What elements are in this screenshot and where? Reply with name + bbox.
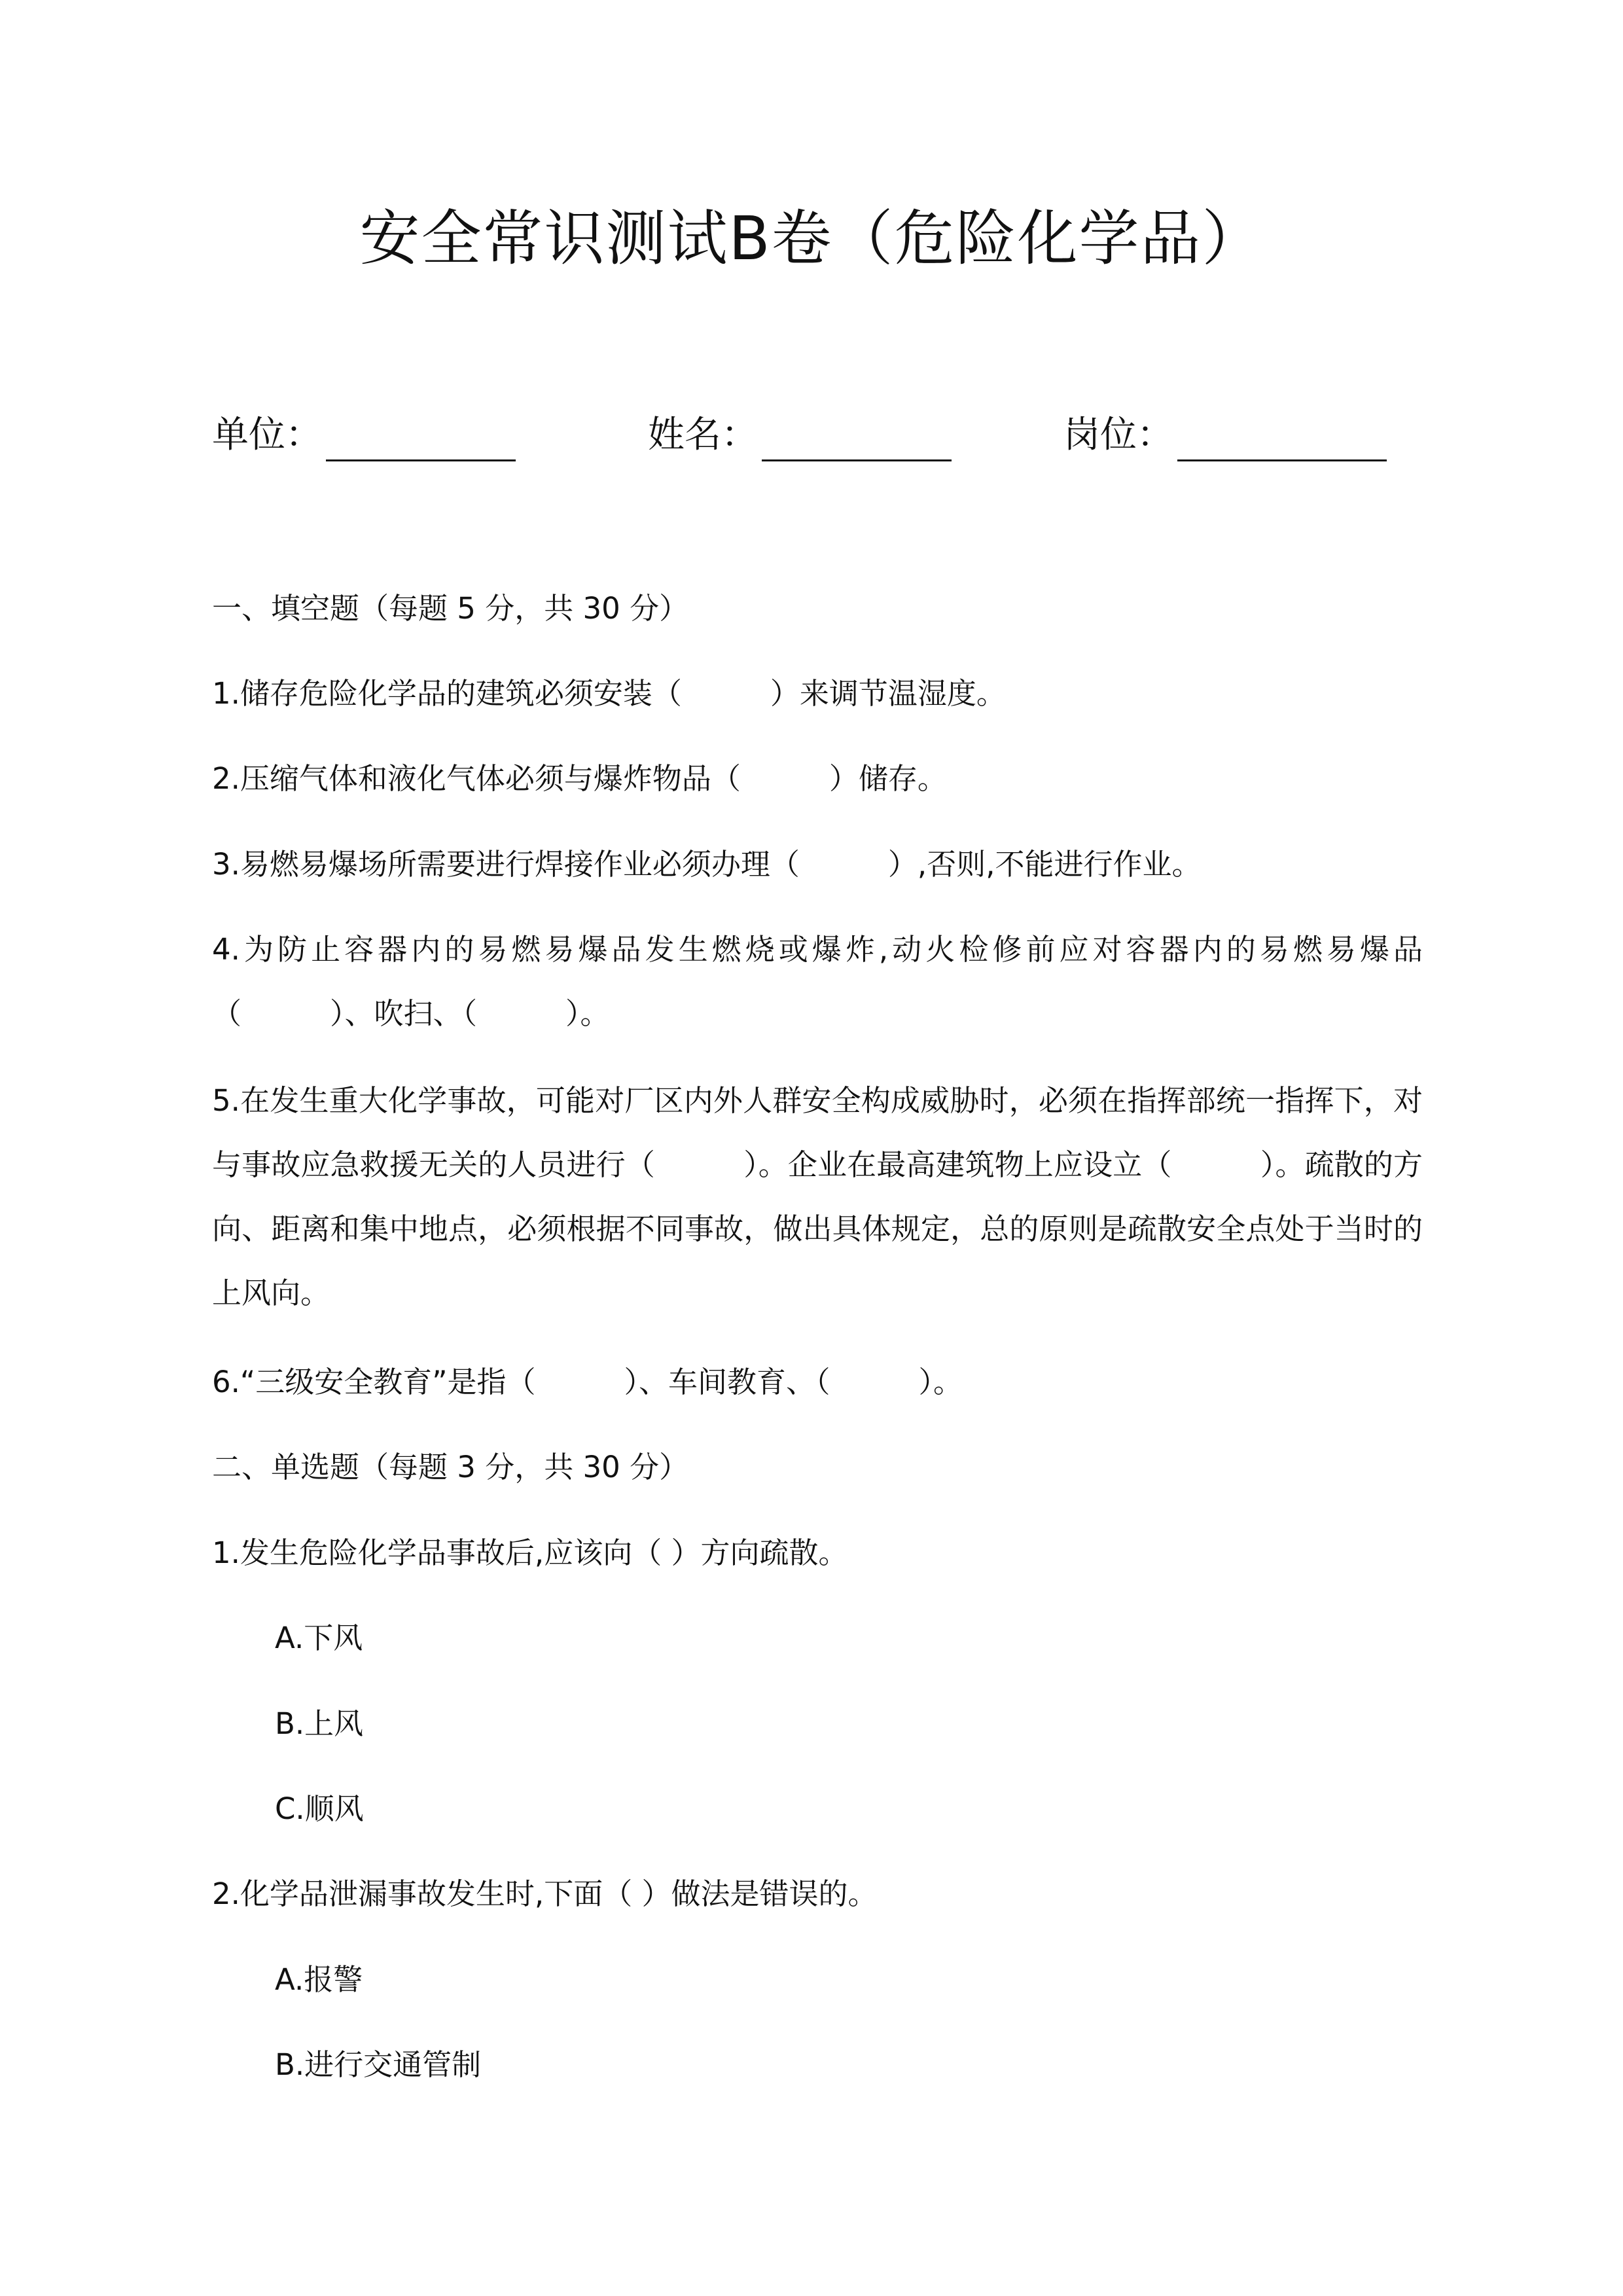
unit-label: 单位：	[212, 414, 322, 456]
choice-question-1: 1.发生危险化学品事故后,应该向（ ）方向疏散。	[212, 1535, 848, 1570]
position-field	[1063, 409, 1387, 461]
choice-2-option-a: A.报警	[275, 1962, 363, 1997]
choice-1-option-a: A.下风	[275, 1621, 363, 1655]
fill-question-6: 6.“三级安全教育”是指（ ）、车间教育、（ ）。	[212, 1365, 963, 1399]
unit-field	[212, 409, 516, 461]
fill-question-2: 2.压缩气体和液化气体必须与爆炸物品（ ）储存。	[212, 761, 947, 796]
name-field	[648, 409, 952, 461]
fill-question-4: 4.为防止容器内的易燃易爆品发生燃烧或爆炸,动火检修前应对容器内的易燃易爆品（ ）、吹扫、（ ）。	[212, 932, 1423, 1031]
choice-1-option-c: C.顺风	[275, 1791, 364, 1826]
name-label: 姓名：	[648, 414, 758, 456]
choice-2-option-b: B.进行交通管制	[275, 2047, 482, 2082]
name-blank[interactable]	[762, 419, 952, 461]
fill-question-3: 3.易燃易爆场所需要进行焊接作业必须办理（ ）,否则,不能进行作业。	[212, 847, 1202, 882]
section2-heading: 二、单选题（每题 3 分，共 30 分）	[212, 1450, 689, 1484]
fill-question-5: 5.在发生重大化学事故，可能对厂区内外人群安全构成威胁时，必须在指挥部统一指挥下，对与事故应急救援无关的人员进行（ ）。企业在最高建筑物上应设立（ ）。疏散的方向、距离和集中地点，必须根据不同事故，做出具体规定，总的原则是疏散安全点处于当时的上风向。	[212, 1083, 1423, 1310]
choice-1-option-b: B.上风	[275, 1706, 364, 1741]
position-label: 岗位：	[1063, 414, 1173, 456]
page-title: 安全常识测试B卷（危险化学品）	[359, 204, 1264, 274]
section1-heading: 一、填空题（每题 5 分，共 30 分）	[212, 591, 689, 626]
unit-blank[interactable]	[326, 419, 516, 461]
choice-question-2: 2.化学品泄漏事故发生时,下面（ ）做法是错误的。	[212, 1876, 878, 1911]
position-blank[interactable]	[1177, 419, 1387, 461]
fill-question-1: 1.储存危险化学品的建筑必须安装（ ）来调节温湿度。	[212, 676, 1006, 711]
